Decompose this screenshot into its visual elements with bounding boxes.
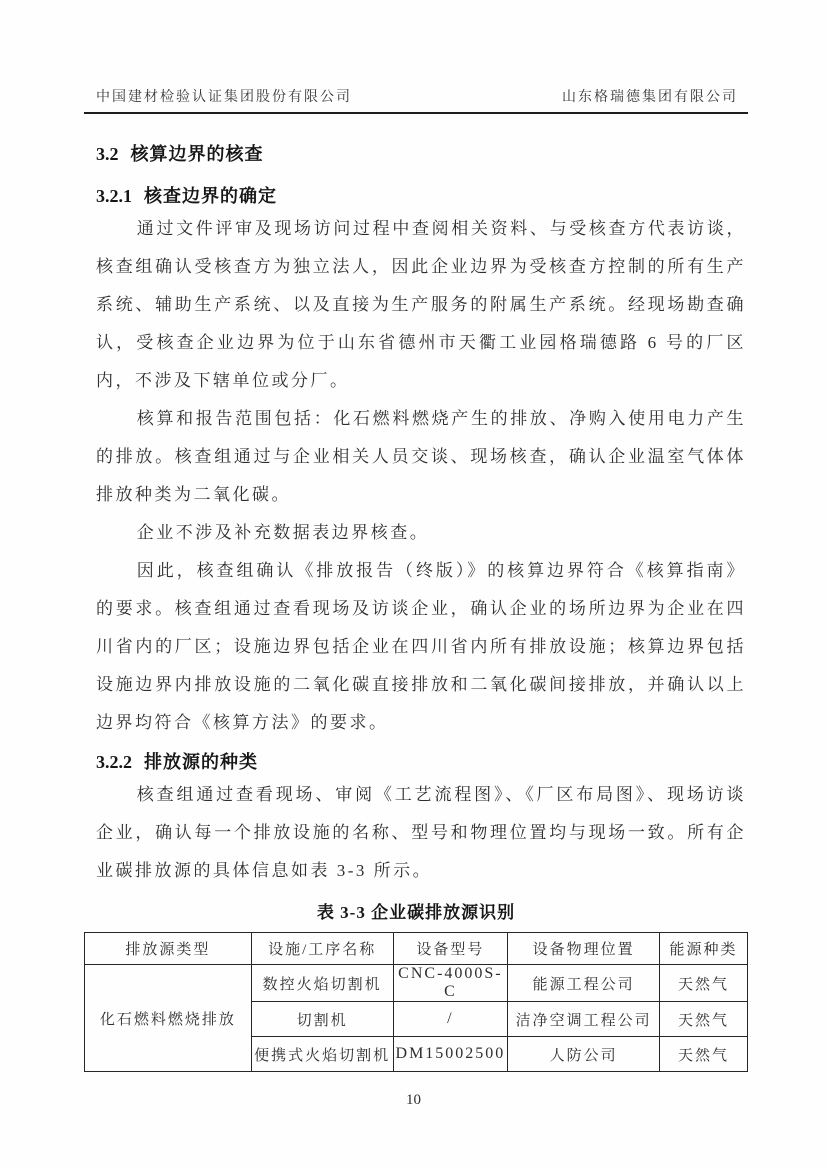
paragraph: 核算和报告范围包括：化石燃料燃烧产生的排放、净购入使用电力产生的排放。核查组通过与企业相关人员交谈、现场核查，确认企业温室气体体排放种类为二氧化碳。 (96, 409, 746, 504)
section-3-2-2-heading (84, 748, 748, 774)
section-3-2-number: 3.2 (96, 144, 119, 164)
section-3-2-2-number: 3.2.2 (96, 752, 132, 772)
section-3-2-1-number: 3.2.1 (96, 186, 132, 206)
table-header-row (85, 933, 748, 965)
section-3-2-2-title: 排放源的种类 (144, 752, 258, 772)
col-header-emission-type: 排放源类型 (85, 933, 252, 965)
cell-facility: 切割机 (251, 1002, 393, 1037)
cell-energy: 天然气 (659, 1002, 747, 1037)
header-left-company: 中国建材检验认证集团股份有限公司 (96, 90, 352, 105)
cell-facility: 数控火焰切割机 (251, 965, 393, 1002)
paragraph: 企业不涉及补充数据表边界核查。 (136, 523, 430, 542)
col-header-model: 设备型号 (393, 933, 508, 965)
cell-model: CNC-4000S-C (393, 965, 508, 1002)
col-header-energy: 能源种类 (659, 933, 747, 965)
cell-model: DM15002500 (393, 1037, 508, 1072)
running-header (84, 86, 748, 114)
section-3-2-title: 核算边界的核查 (130, 144, 264, 164)
cell-model: / (393, 1002, 508, 1037)
paragraph: 核查组通过查看现场、审阅《工艺流程图》、《厂区布局图》、现场访谈企业，确认每一个排放设施的名称、型号和物理位置均与现场一致。所有企业碳排放源的具体信息如表 3-3 所示。 (96, 785, 746, 880)
emission-source-table (84, 932, 748, 1072)
col-header-facility: 设施/工序名称 (251, 933, 393, 965)
paragraph: 因此，核查组确认《排放报告（终版）》的核算边界符合《核算指南》的要求。核查组通过查看现场及访谈企业，确认企业的场所边界为企业在四川省内的厂区；设施边界包括企业在四川省内所有排放设施；核算边界包括设施边界内排放设施的二氧化碳直接排放和二氧化碳间接排放，并确认以上边界均符合《核算方法》的要求。 (96, 561, 746, 732)
section-3-2-2-body (84, 774, 748, 890)
table-row (85, 965, 748, 1002)
cell-location: 洁净空调工程公司 (508, 1002, 660, 1037)
header-right-company: 山东格瑞德集团有限公司 (562, 90, 738, 105)
cell-energy: 天然气 (659, 1037, 747, 1072)
cell-location: 人防公司 (508, 1037, 660, 1072)
cell-emission-type: 化石燃料燃烧排放 (85, 965, 252, 1072)
cell-energy: 天然气 (659, 965, 747, 1002)
section-3-2-1-body (84, 208, 748, 742)
section-3-2-heading (84, 140, 748, 166)
cell-facility: 便携式火焰切割机 (251, 1037, 393, 1072)
paragraph: 通过文件评审及现场访问过程中查阅相关资料、与受核查方代表访谈，核查组确认受核查方为独立法人，因此企业边界为受核查方控制的所有生产系统、辅助生产系统、以及直接为生产服务的附属生产系统。经现场勘查确认，受核查企业边界为位于山东省德州市天衢工业园格瑞德路 6 号的厂区内，不涉及下辖单位或分厂。 (96, 219, 746, 390)
page-number: 10 (406, 1092, 421, 1108)
section-3-2-1-heading (84, 182, 748, 208)
table-caption: 表 3-3 企业碳排放源识别 (316, 903, 516, 922)
cell-location: 能源工程公司 (508, 965, 660, 1002)
col-header-location: 设备物理位置 (508, 933, 660, 965)
page-content (84, 86, 748, 1072)
section-3-2-1-title: 核查边界的确定 (144, 186, 277, 206)
